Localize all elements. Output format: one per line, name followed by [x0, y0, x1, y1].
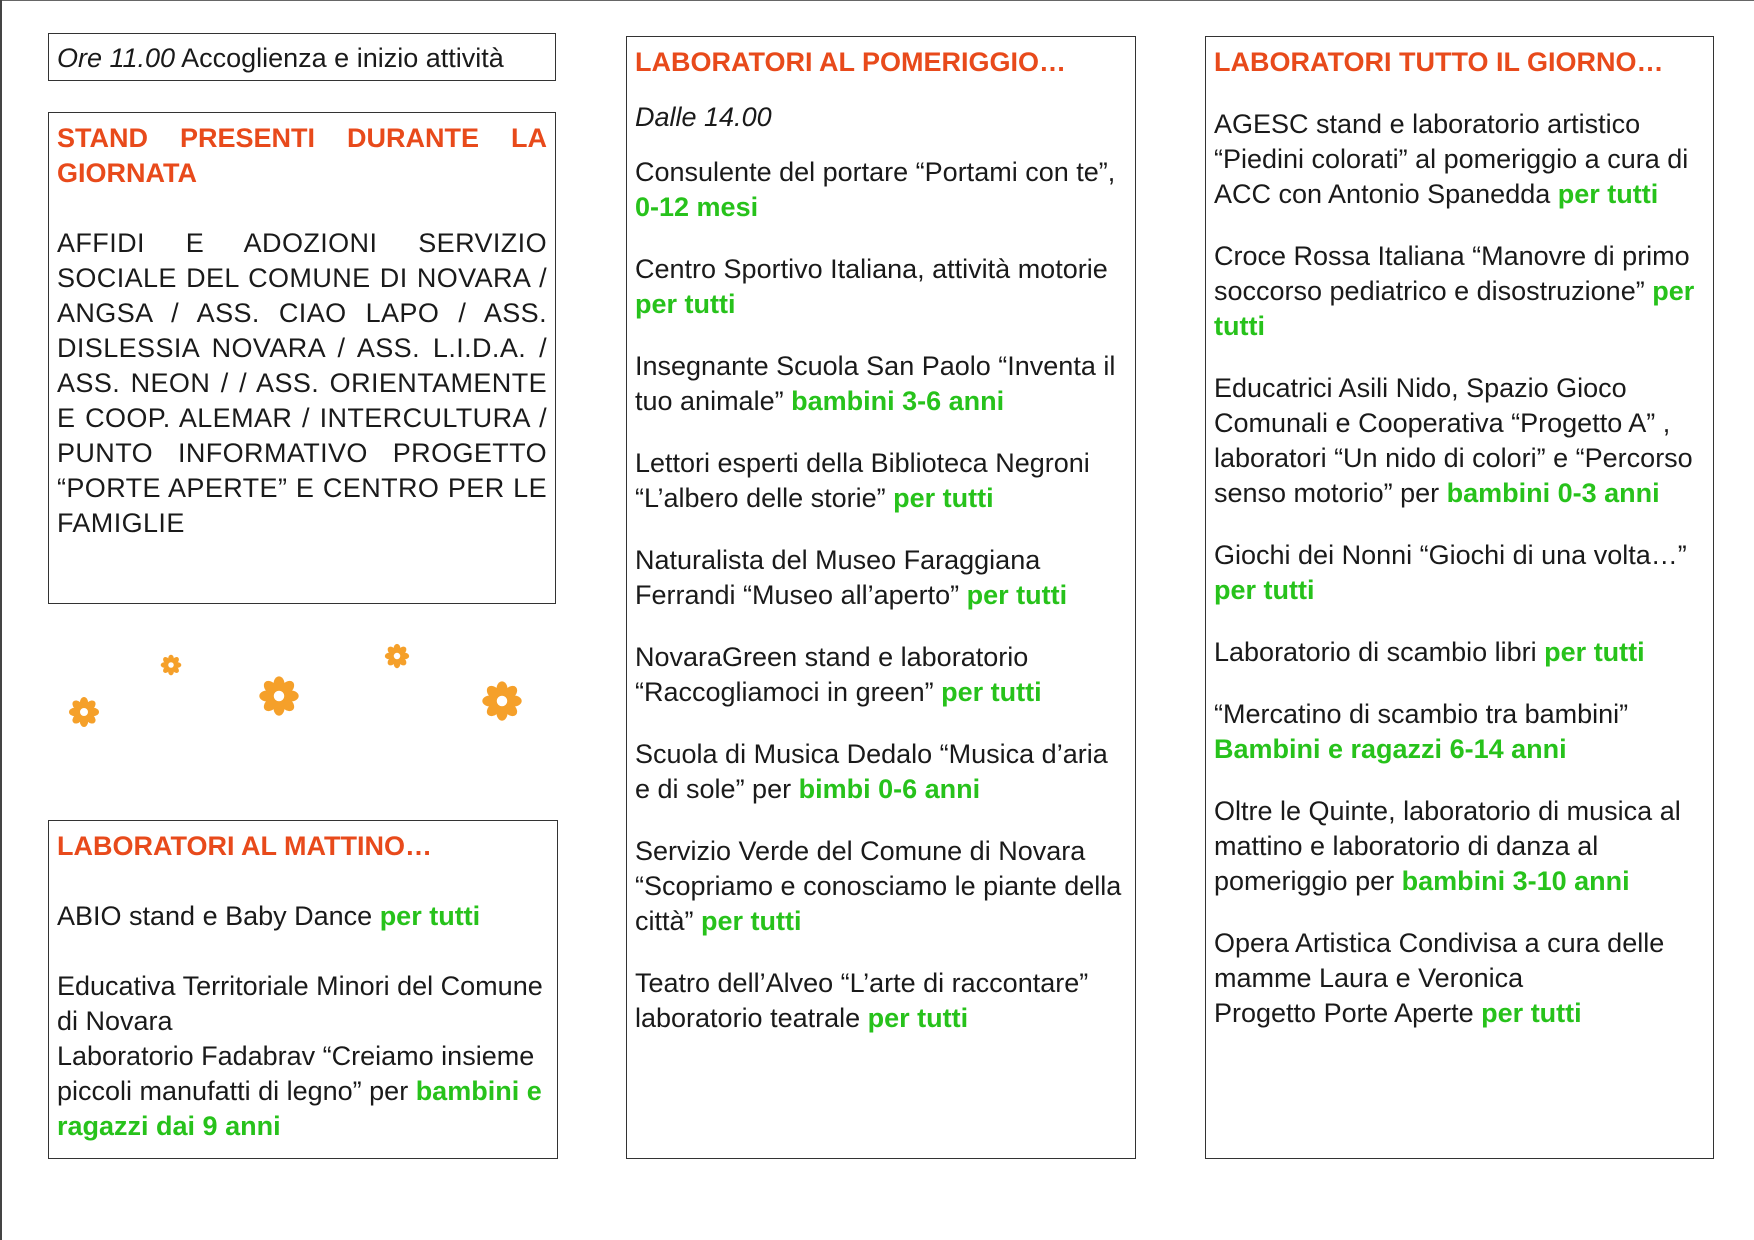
list-item [1214, 107, 1705, 212]
list-item [1214, 538, 1705, 608]
entry-text: ABIO stand e Baby Dance [57, 901, 380, 931]
intro-time: Ore 11.00 [57, 43, 176, 73]
entry-audience: per tutti [1214, 575, 1315, 605]
list-item [635, 446, 1127, 516]
entry-text: AGESC stand e laboratorio artistico “Piedini colorati” al pomeriggio a cura di ACC con Antonio Spanedda [1214, 109, 1689, 209]
pomeriggio-subtitle: Dalle 14.00 [635, 102, 772, 132]
entry-audience: Bambini e ragazzi 6-14 anni [1214, 734, 1567, 764]
list-item [1214, 635, 1705, 670]
entry-text: Opera Artistica Condivisa a cura delle mamme Laura e Veronica [1214, 928, 1665, 993]
flower-decoration [60, 630, 560, 750]
list-item [57, 899, 549, 934]
giorno-title: LABORATORI TUTTO IL GIORNO… [1214, 47, 1664, 77]
entry-text: Laboratorio Fadabrav “Creiamo insieme piccoli manufatti di legno” per [57, 1041, 535, 1106]
entry-text: “Mercatino di scambio tra bambini” [1214, 699, 1629, 729]
giorno-list [1214, 107, 1705, 1031]
entry-text: Educativa Territoriale Minori del Comune di Novara [57, 971, 543, 1036]
list-item [635, 640, 1127, 710]
list-item [635, 349, 1127, 419]
list-item [635, 966, 1127, 1036]
entry-audience: bimbi 0-6 anni [798, 774, 981, 804]
page-edge-left [0, 0, 2, 1240]
mattino-box [48, 820, 558, 1159]
intro-text: Accoglienza e inizio attività [175, 43, 504, 73]
entry-audience: bambini e ragazzi dai 9 anni [57, 1076, 542, 1141]
stand-list: AFFIDI E ADOZIONI SERVIZIO SOCIALE DEL COMUNE DI NOVARA / ANGSA / ASS. CIAO LAPO / ASS. DISLESSIA NOVARA / ASS. L.I.D.A. / ASS. NEON / / ASS. ORIENTAMENTE E COOP. ALEMAR / INTERCULTURA / PUNTO INFORMATIVO PROGETTO “PORTE APERTE” E CENTRO PER LE FAMIGLIE [57, 228, 547, 538]
entry-text: Lettori esperti della Biblioteca Negroni “L’albero delle storie” [635, 448, 1090, 513]
entry-text: Naturalista del Museo Faraggiana Ferrandi “Museo all’aperto” [635, 545, 1041, 610]
entry-text: Centro Sportivo Italiana, attività motorie [635, 254, 1108, 284]
entry-audience: per tutti [701, 906, 802, 936]
pomeriggio-title: LABORATORI AL POMERIGGIO… [635, 47, 1067, 77]
entry-text: Laboratorio di scambio libri [1214, 637, 1545, 667]
flower-icon [384, 643, 410, 669]
flower-icon [258, 675, 300, 717]
flower-icon [481, 680, 523, 722]
list-item [1214, 371, 1705, 511]
flower-icon [160, 654, 182, 676]
list-item [635, 834, 1127, 939]
entry-audience: bambini 3-10 anni [1401, 866, 1630, 896]
mattino-list [57, 899, 549, 1144]
giorno-box [1205, 36, 1714, 1159]
pomeriggio-box [626, 36, 1136, 1159]
entry-text: Consulente del portare “Portami con te”, [635, 157, 1116, 187]
intro-box [48, 33, 556, 81]
entry-text: Servizio Verde del Comune di Novara “Scopriamo e conosciamo le piante della città” [635, 836, 1122, 936]
entry-text: Progetto Porte Aperte [1214, 998, 1482, 1028]
list-item [1214, 239, 1705, 344]
list-item [1214, 794, 1705, 899]
entry-audience: per tutti [1214, 276, 1695, 341]
entry-audience: per tutti [867, 1003, 969, 1033]
entry-audience: per tutti [1557, 179, 1659, 209]
entry-audience: per tutti [635, 289, 736, 319]
list-item [1214, 697, 1705, 767]
entry-audience: 0-12 mesi [635, 192, 759, 222]
entry-text: Scuola di Musica Dedalo “Musica d’aria e di sole” per [635, 739, 1108, 804]
stand-title: STAND PRESENTI DURANTE LA GIORNATA [57, 123, 547, 188]
list-item [635, 155, 1127, 225]
entry-text: NovaraGreen stand e laboratorio “Raccogliamoci in green” [635, 642, 1029, 707]
entry-audience: per tutti [941, 677, 1042, 707]
page-edge-top [0, 0, 1754, 1]
entry-audience: per tutti [1544, 637, 1645, 667]
entry-audience: bambini 0-3 anni [1446, 478, 1660, 508]
list-item [1214, 926, 1705, 1031]
list-item [57, 969, 549, 1144]
list-item [635, 252, 1127, 322]
entry-text: Teatro dell’Alveo “L’arte di raccontare” laboratorio teatrale [635, 968, 1089, 1033]
entry-text: Insegnante Scuola San Paolo “Inventa il tuo animale” [635, 351, 1116, 416]
flower-icon [68, 696, 100, 728]
entry-text: Educatrici Asili Nido, Spazio Gioco Comunali e Cooperativa “Progetto A” , laboratori “Un nido di colori” e “Percorso senso motorio” per [1214, 373, 1693, 508]
stand-box [48, 112, 556, 604]
list-item [635, 543, 1127, 613]
entry-audience: per tutti [893, 483, 994, 513]
entry-audience: per tutti [966, 580, 1068, 610]
entry-text: Giochi dei Nonni “Giochi di una volta…” [1214, 540, 1687, 570]
list-item [635, 737, 1127, 807]
entry-text: Oltre le Quinte, laboratorio di musica al mattino e laboratorio di danza al pomeriggio per [1214, 796, 1681, 896]
entry-audience: per tutti [379, 901, 481, 931]
entry-text: Croce Rossa Italiana “Manovre di primo soccorso pediatrico e disostruzione” [1214, 241, 1690, 306]
entry-audience: bambini 3-6 anni [791, 386, 1005, 416]
entry-audience: per tutti [1481, 998, 1582, 1028]
mattino-title: LABORATORI AL MATTINO… [57, 831, 432, 861]
pomeriggio-list [635, 155, 1127, 1036]
